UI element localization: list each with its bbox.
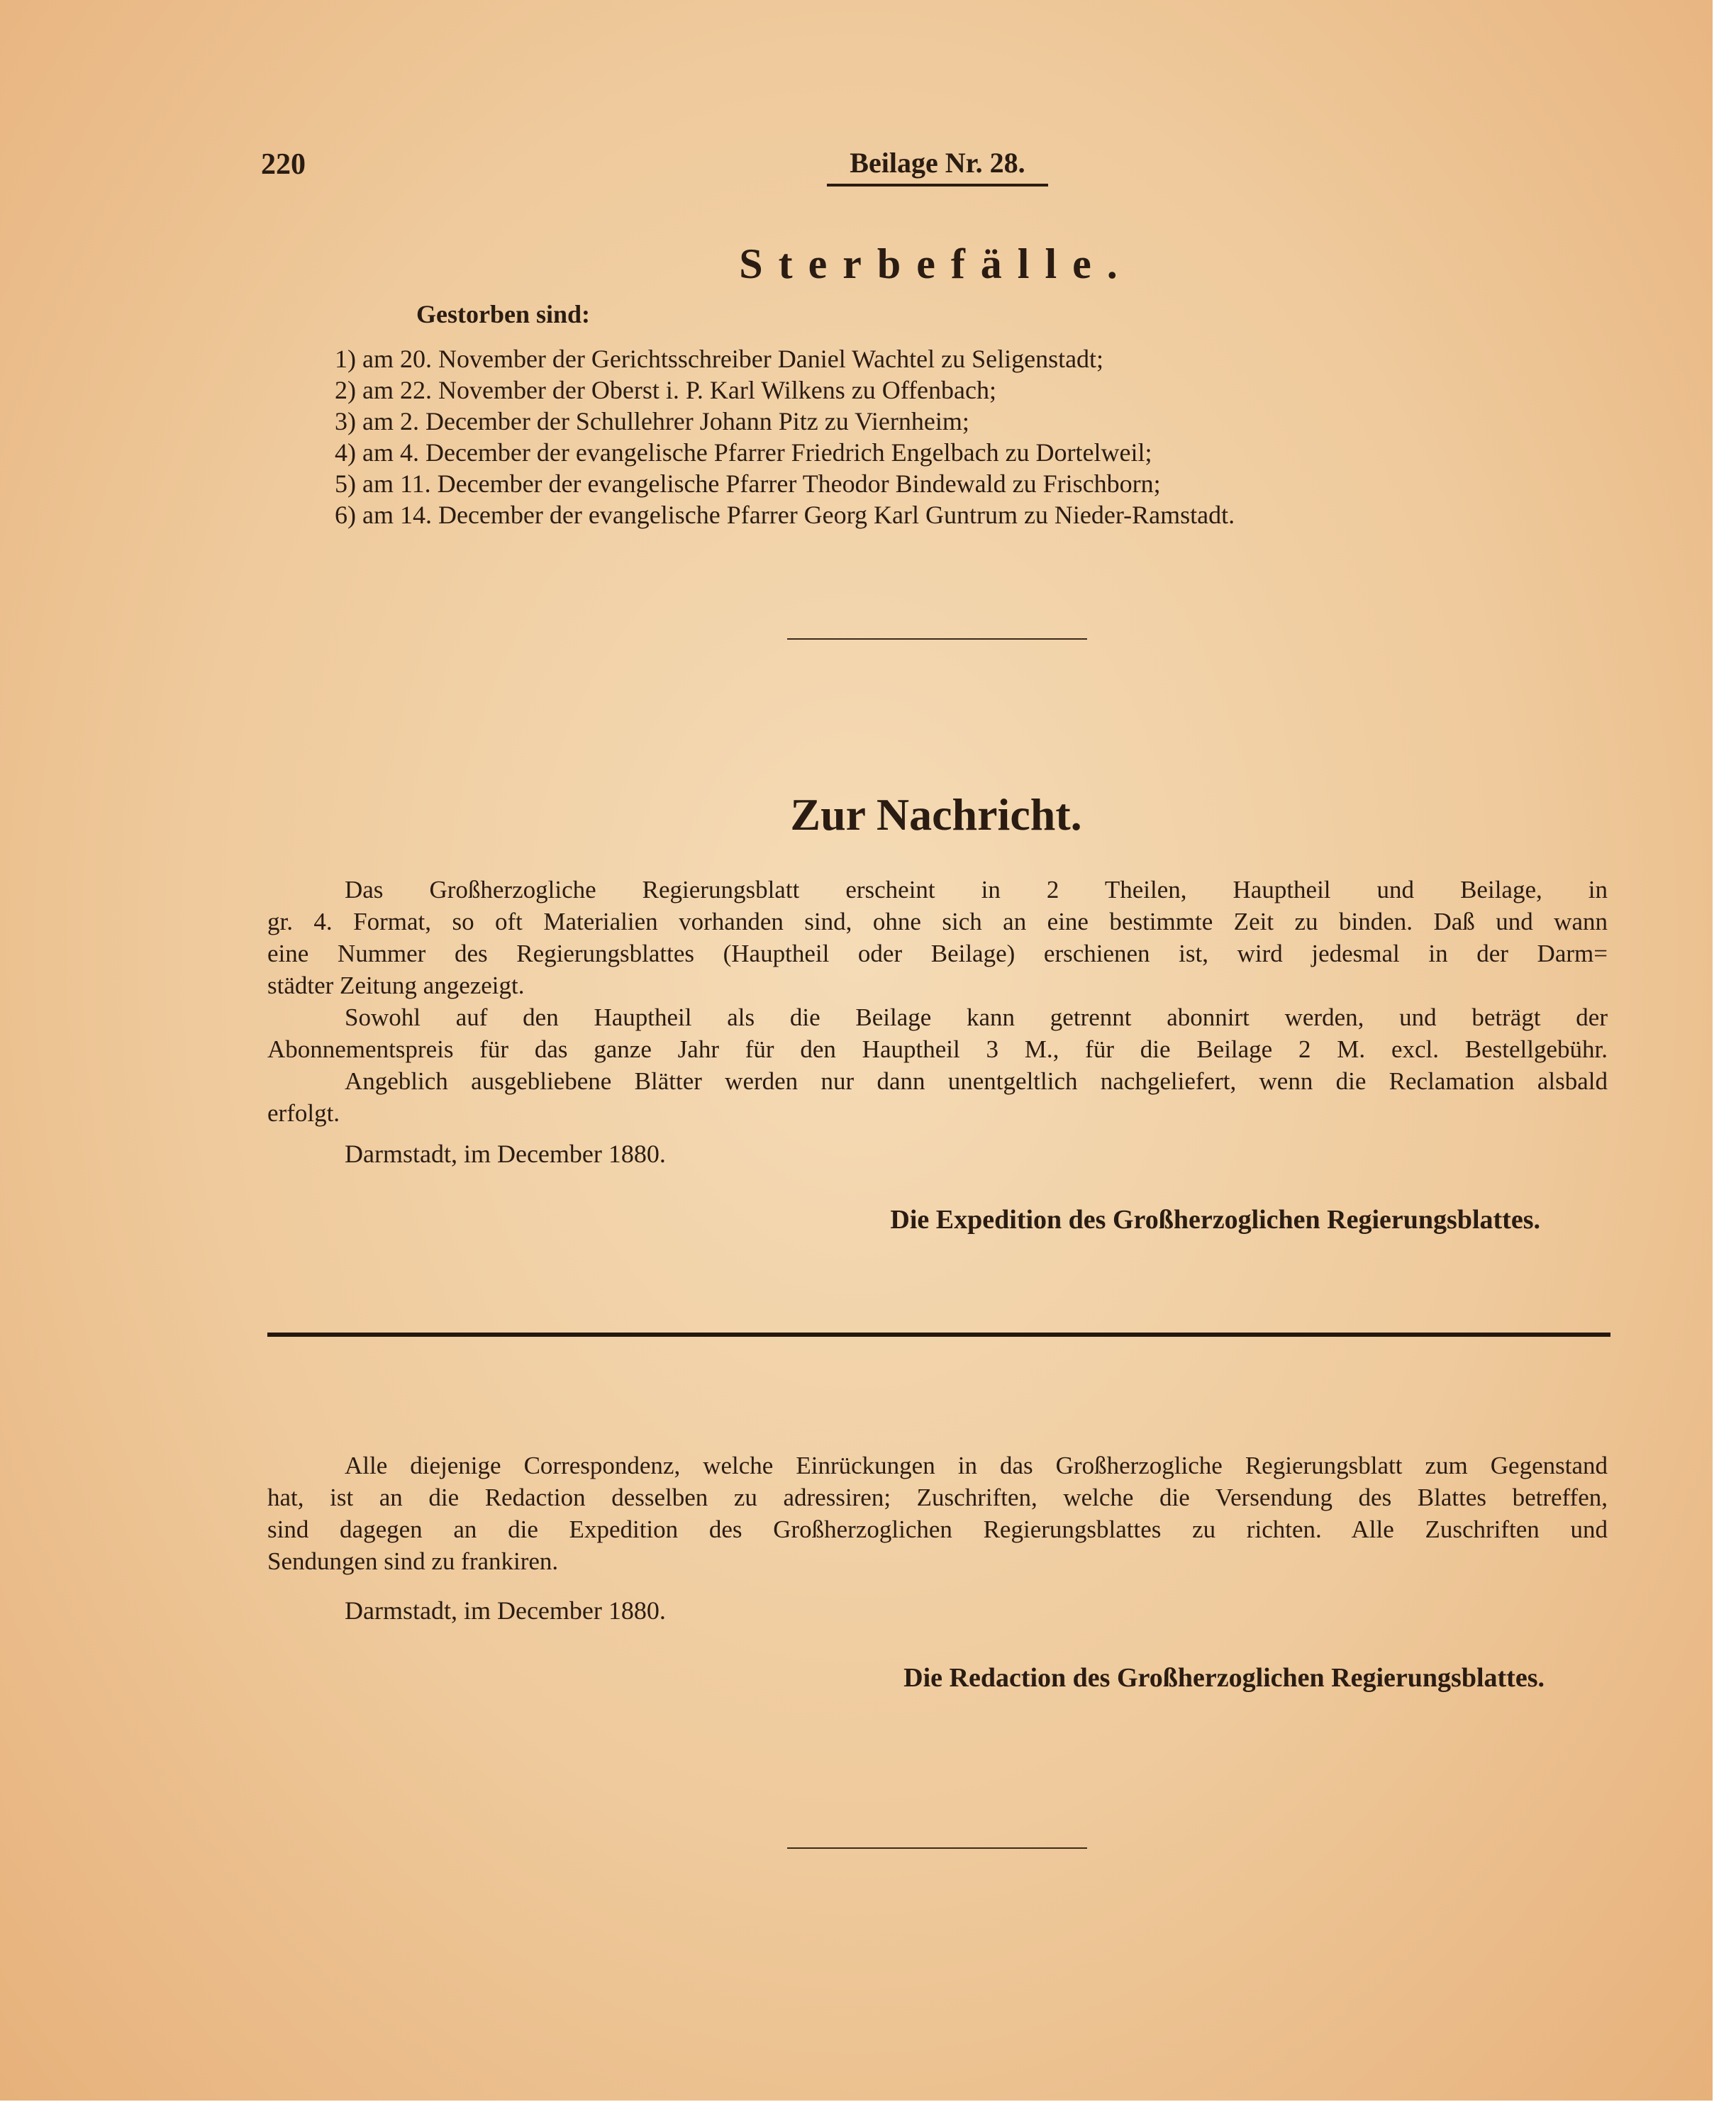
notice-date: Darmstadt, im December 1880.	[345, 1140, 666, 1168]
list-item: 4) am 4. December der evangelische Pfarrer Friedrich Engelbach zu Dortelweil;	[335, 438, 1152, 467]
text-line: eine Nummer des Regierungsblattes (Hauptheil oder Beilage) erschienen ist, wird jedesmal in der Darm=	[267, 940, 1608, 967]
text-line: gr. 4. Format, so oft Materialien vorhanden sind, ohne sich an eine bestimmte Zeit zu binden. Daß und wann	[267, 908, 1608, 935]
section-title-notice: Zur Nachricht.	[790, 789, 1082, 840]
correspondence-signature: Die Redaction des Großherzoglichen Regierungsblattes.	[903, 1663, 1545, 1693]
text-line: Angeblich ausgebliebene Blätter werden nur dann unentgeltlich nachgeliefert, wenn die Reclamation alsbald	[345, 1067, 1608, 1095]
list-item: 5) am 11. December der evangelische Pfarrer Theodor Bindewald zu Frischborn;	[335, 469, 1161, 498]
text-line: Alle diejenige Correspondenz, welche Einrückungen in das Großherzogliche Regierungsblatt zum Gegenstand	[345, 1452, 1608, 1479]
thick-divider	[267, 1333, 1610, 1337]
text-line: Sendungen sind zu frankiren.	[267, 1547, 559, 1575]
text-line: Das Großherzogliche Regierungsblatt erscheint in 2 Theilen, Hauptheil und Beilage, in	[345, 876, 1608, 903]
correspondence-body	[267, 1450, 1608, 1577]
text-line: Sowohl auf den Hauptheil als die Beilage kann getrennt abonnirt werden, und beträgt der	[345, 1003, 1608, 1031]
notice-body	[267, 874, 1608, 1129]
correspondence-date: Darmstadt, im December 1880.	[345, 1596, 666, 1625]
text-line: städter Zeitung angezeigt.	[267, 972, 525, 999]
list-item: 2) am 22. November der Oberst i. P. Karl Wilkens zu Offenbach;	[335, 376, 996, 404]
running-head: Beilage Nr. 28.	[827, 146, 1048, 187]
page-number: 220	[261, 148, 306, 181]
divider	[787, 1847, 1087, 1849]
text-line: sind dagegen an die Expedition des Großherzoglichen Regierungsblattes zu richten. Alle Zuschriften und	[267, 1515, 1608, 1543]
divider	[787, 638, 1087, 640]
deaths-list	[335, 343, 1235, 530]
deaths-intro: Gestorben sind:	[416, 300, 591, 328]
list-item: 1) am 20. November der Gerichtsschreiber Daniel Wachtel zu Seligenstadt;	[335, 345, 1104, 373]
text-line: hat, ist an die Redaction desselben zu adressiren; Zuschriften, welche die Versendung des Blattes betreffen,	[267, 1484, 1608, 1511]
text-line: erfolgt.	[267, 1099, 340, 1127]
section-title-deaths: Sterbefälle.	[739, 240, 1133, 287]
list-item: 6) am 14. December der evangelische Pfarrer Georg Karl Guntrum zu Nieder-Ramstadt.	[335, 501, 1235, 529]
text-line: Abonnementspreis für das ganze Jahr für den Hauptheil 3 M., für die Beilage 2 M. excl. Bestellgebühr.	[267, 1035, 1608, 1063]
notice-signature: Die Expedition des Großherzoglichen Regierungsblattes.	[890, 1205, 1540, 1235]
list-item: 3) am 2. December der Schullehrer Johann Pitz zu Viernheim;	[335, 407, 969, 435]
